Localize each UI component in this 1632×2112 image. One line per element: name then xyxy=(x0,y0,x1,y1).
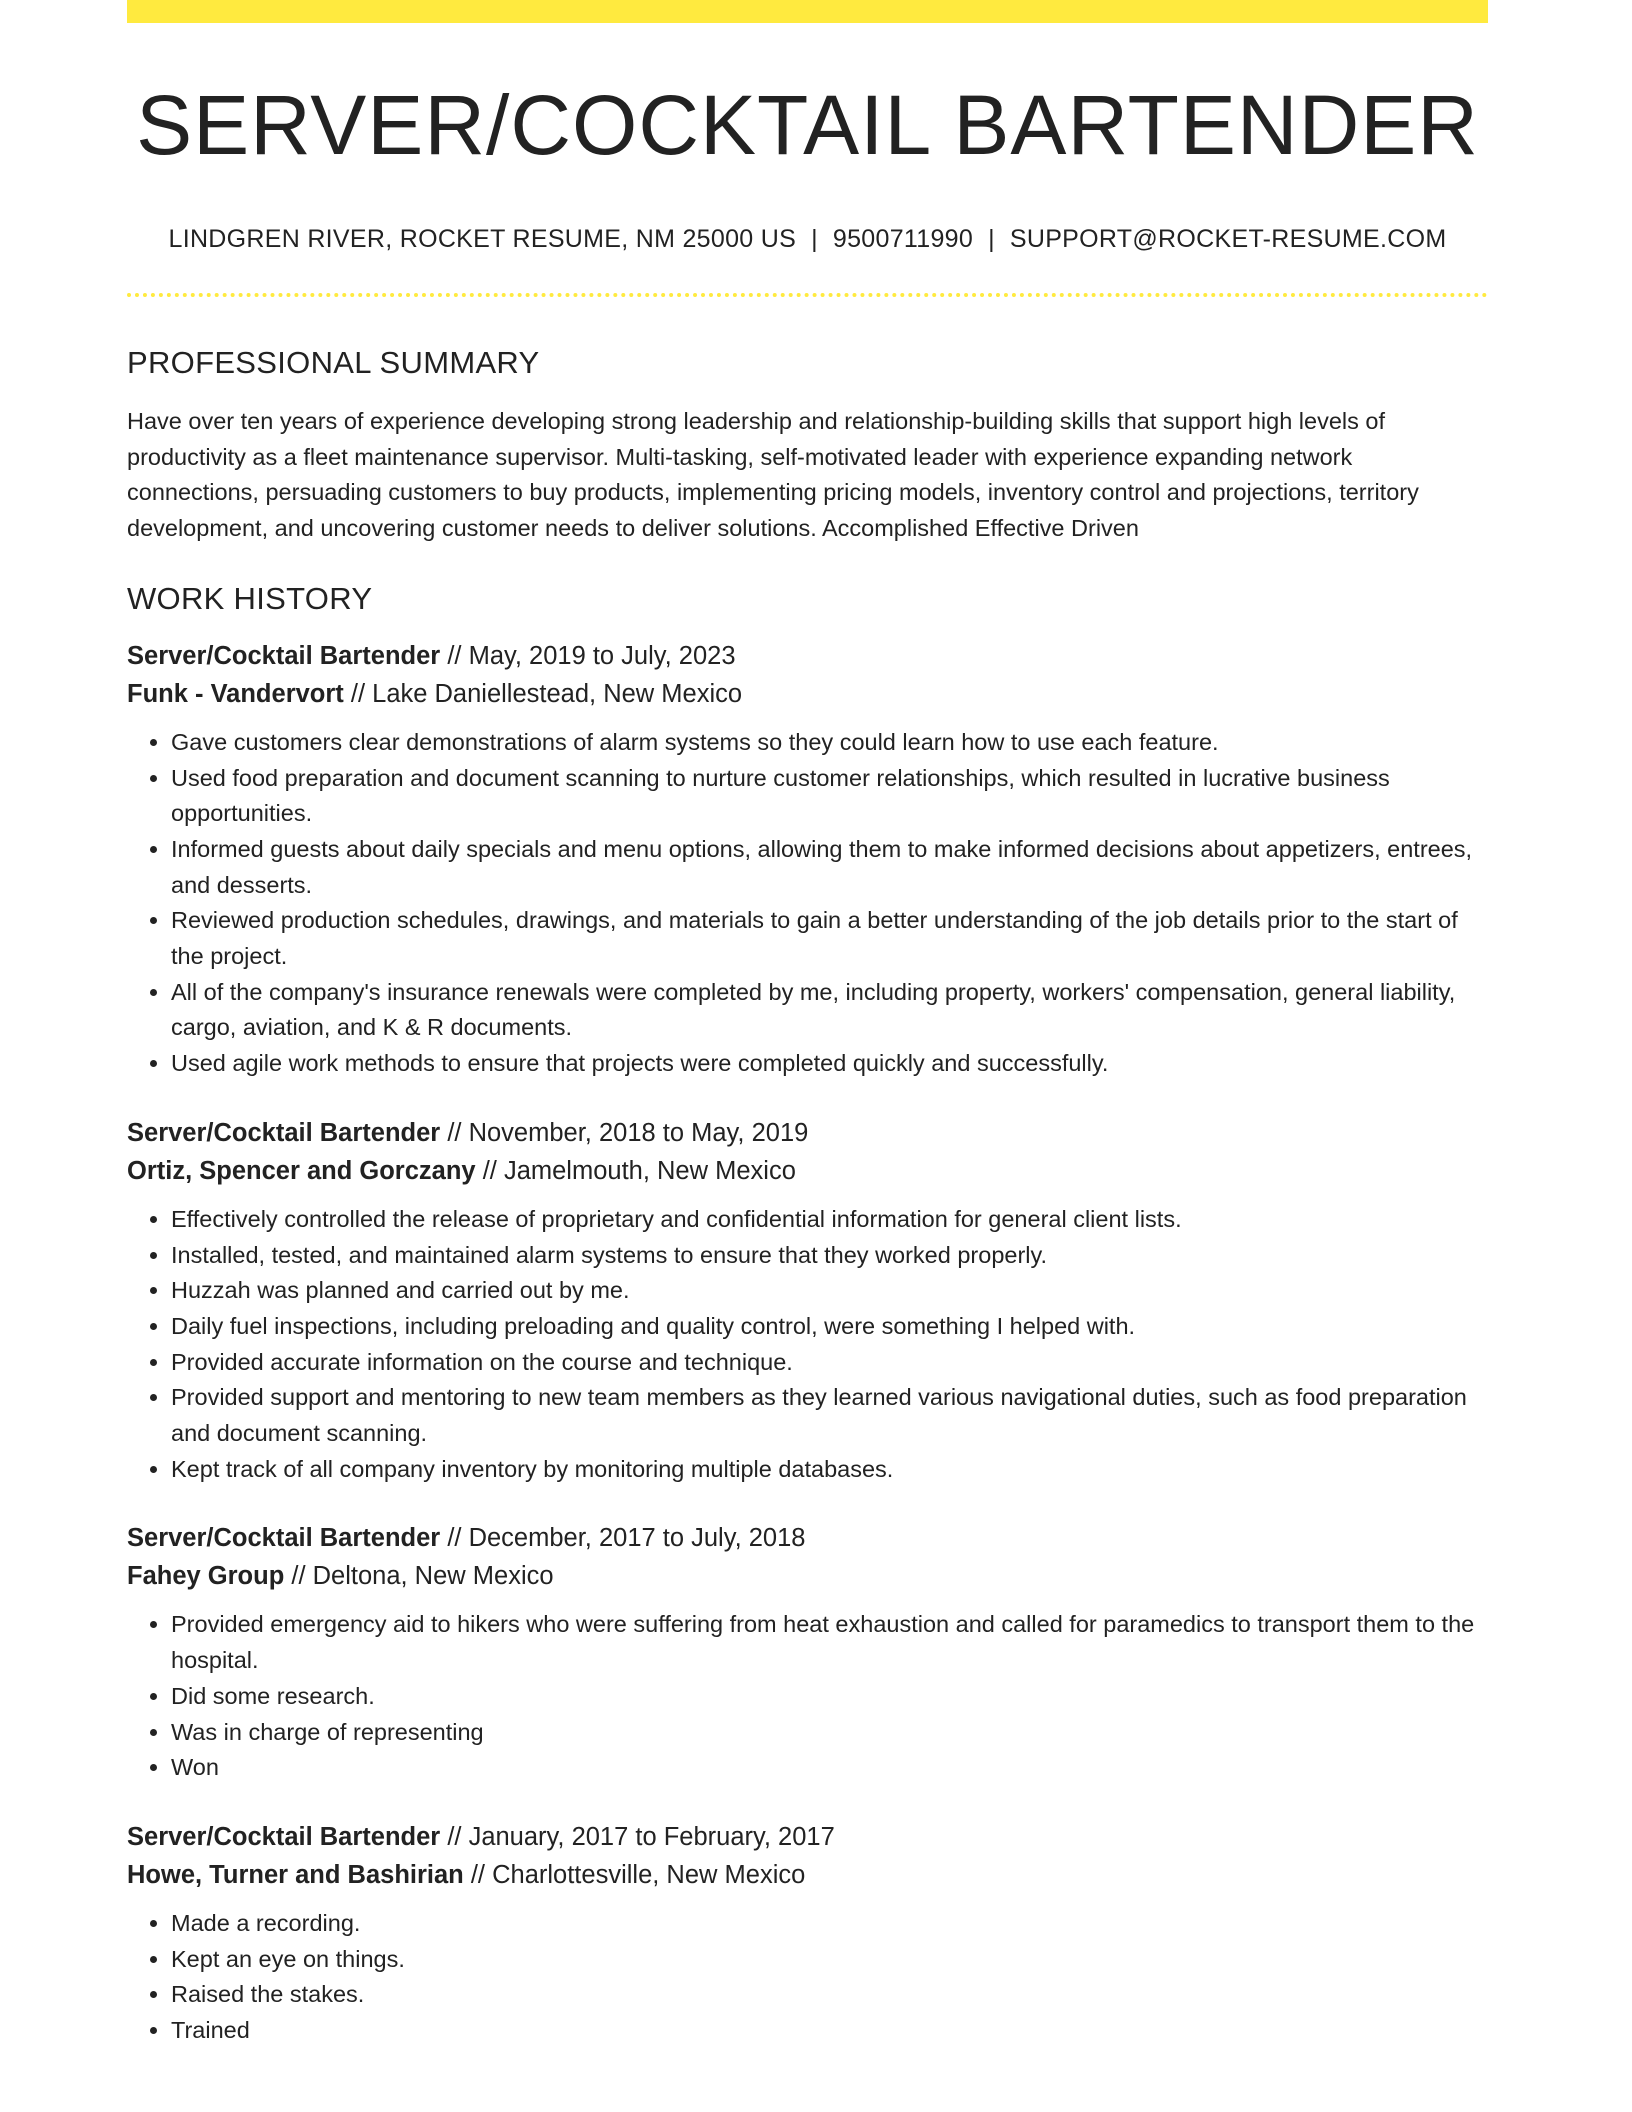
job-bullet: • Provided support and mentoring to new team members as they learned various navigational duties, such as food preparation and document scanning. xyxy=(171,1380,1488,1451)
job-role: Server/Cocktail Bartender xyxy=(127,1524,441,1553)
job-bullet: • Huzzah was planned and carried out by me. xyxy=(171,1273,1488,1309)
job-bullet: • All of the company's insurance renewals were completed by me, including property, workers' compensation, general liability, cargo, aviation, and K & R documents. xyxy=(171,975,1488,1046)
job-bullets xyxy=(127,1202,1488,1488)
job-role: Server/Cocktail Bartender xyxy=(127,1118,441,1147)
job-role: Server/Cocktail Bartender xyxy=(127,641,441,670)
job-location: // Charlottesville, New Mexico xyxy=(463,1860,806,1889)
job-bullet: • Made a recording. xyxy=(171,1906,1488,1942)
job-dates: // May, 2019 to July, 2023 xyxy=(440,641,736,670)
job-bullet: • Installed, tested, and maintained alarm systems to ensure that they worked properly. xyxy=(171,1238,1488,1274)
job-bullet: • Trained xyxy=(171,2013,1488,2049)
job-role-line xyxy=(127,637,1488,675)
job-entry xyxy=(127,1519,1488,1786)
job-dates: // November, 2018 to May, 2019 xyxy=(440,1118,809,1147)
job-location: // Jamelmouth, New Mexico xyxy=(475,1156,796,1185)
job-company-line xyxy=(127,675,1488,713)
contact-line xyxy=(127,227,1488,252)
contact-phone: 9500711990 xyxy=(832,225,974,253)
job-bullet: • Provided accurate information on the course and technique. xyxy=(171,1345,1488,1381)
job-company-line xyxy=(127,1856,1488,1894)
job-company-line xyxy=(127,1152,1488,1190)
job-entry xyxy=(127,1114,1488,1488)
job-bullet: • Kept track of all company inventory by monitoring multiple databases. xyxy=(171,1452,1488,1488)
job-entry xyxy=(127,1818,1488,2049)
work-history-list xyxy=(127,637,1488,2049)
job-location: // Lake Daniellestead, New Mexico xyxy=(343,679,743,708)
job-role-line xyxy=(127,1519,1488,1557)
job-role-line xyxy=(127,1114,1488,1152)
contact-separator: | xyxy=(811,225,818,253)
accent-top-bar xyxy=(127,0,1488,23)
job-dates: // January, 2017 to February, 2017 xyxy=(440,1822,835,1851)
contact-separator: | xyxy=(988,225,995,253)
job-dates: // December, 2017 to July, 2018 xyxy=(440,1524,806,1553)
job-bullets xyxy=(127,1906,1488,2049)
job-location: // Deltona, New Mexico xyxy=(284,1562,554,1591)
job-company-line xyxy=(127,1557,1488,1595)
job-bullets xyxy=(127,725,1488,1082)
job-bullet: • Raised the stakes. xyxy=(171,1977,1488,2013)
job-bullet: • Used agile work methods to ensure that projects were completed quickly and successfully. xyxy=(171,1046,1488,1082)
job-bullet: • Provided emergency aid to hikers who were suffering from heat exhaustion and called for paramedics to transport them to the hospital. xyxy=(171,1607,1488,1678)
job-bullet: • Did some research. xyxy=(171,1679,1488,1715)
job-bullet: • Gave customers clear demonstrations of alarm systems so they could learn how to use each feature. xyxy=(171,725,1488,761)
job-entry xyxy=(127,637,1488,1082)
resume-content xyxy=(127,23,1488,2049)
summary-text: Have over ten years of experience developing strong leadership and relationship-building skills that support high levels of productivity as a fleet maintenance supervisor. Multi-tasking, self-motivated leader with experience expanding network connections, persuading customers to buy products, implementing pricing models, inventory control and projections, territory development, and uncovering customer needs to deliver solutions. Accomplished Effective Driven xyxy=(127,408,1419,542)
job-bullet: • Was in charge of representing xyxy=(171,1715,1488,1751)
job-role-line xyxy=(127,1818,1488,1856)
job-bullet: • Won xyxy=(171,1750,1488,1786)
dotted-divider xyxy=(127,293,1488,297)
job-bullet: • Effectively controlled the release of proprietary and confidential information for general client lists. xyxy=(171,1202,1488,1238)
contact-address: LINDGREN RIVER, ROCKET RESUME, NM 25000 US xyxy=(168,225,797,253)
job-company: Fahey Group xyxy=(127,1562,285,1591)
job-bullet: • Daily fuel inspections, including preloading and quality control, were something I helped with. xyxy=(171,1309,1488,1345)
resume-name: SERVER/COCKTAIL BARTENDER xyxy=(136,78,1479,172)
job-bullet: • Informed guests about daily specials and menu options, allowing them to make informed decisions about appetizers, entrees, and desserts. xyxy=(171,832,1488,903)
contact-email: SUPPORT@ROCKET-RESUME.COM xyxy=(1009,225,1447,253)
work-history-heading: WORK HISTORY xyxy=(127,580,373,616)
job-company: Funk - Vandervort xyxy=(127,679,344,708)
job-bullet: • Used food preparation and document scanning to nurture customer relationships, which resulted in lucrative business opportunities. xyxy=(171,761,1488,832)
job-company: Howe, Turner and Bashirian xyxy=(127,1860,464,1889)
job-role: Server/Cocktail Bartender xyxy=(127,1822,441,1851)
summary-heading: PROFESSIONAL SUMMARY xyxy=(127,345,540,380)
job-bullet: • Kept an eye on things. xyxy=(171,1942,1488,1978)
job-bullet: • Reviewed production schedules, drawings, and materials to gain a better understanding of the job details prior to the start of the project. xyxy=(171,903,1488,974)
job-company: Ortiz, Spencer and Gorczany xyxy=(127,1156,476,1185)
job-bullets xyxy=(127,1607,1488,1786)
